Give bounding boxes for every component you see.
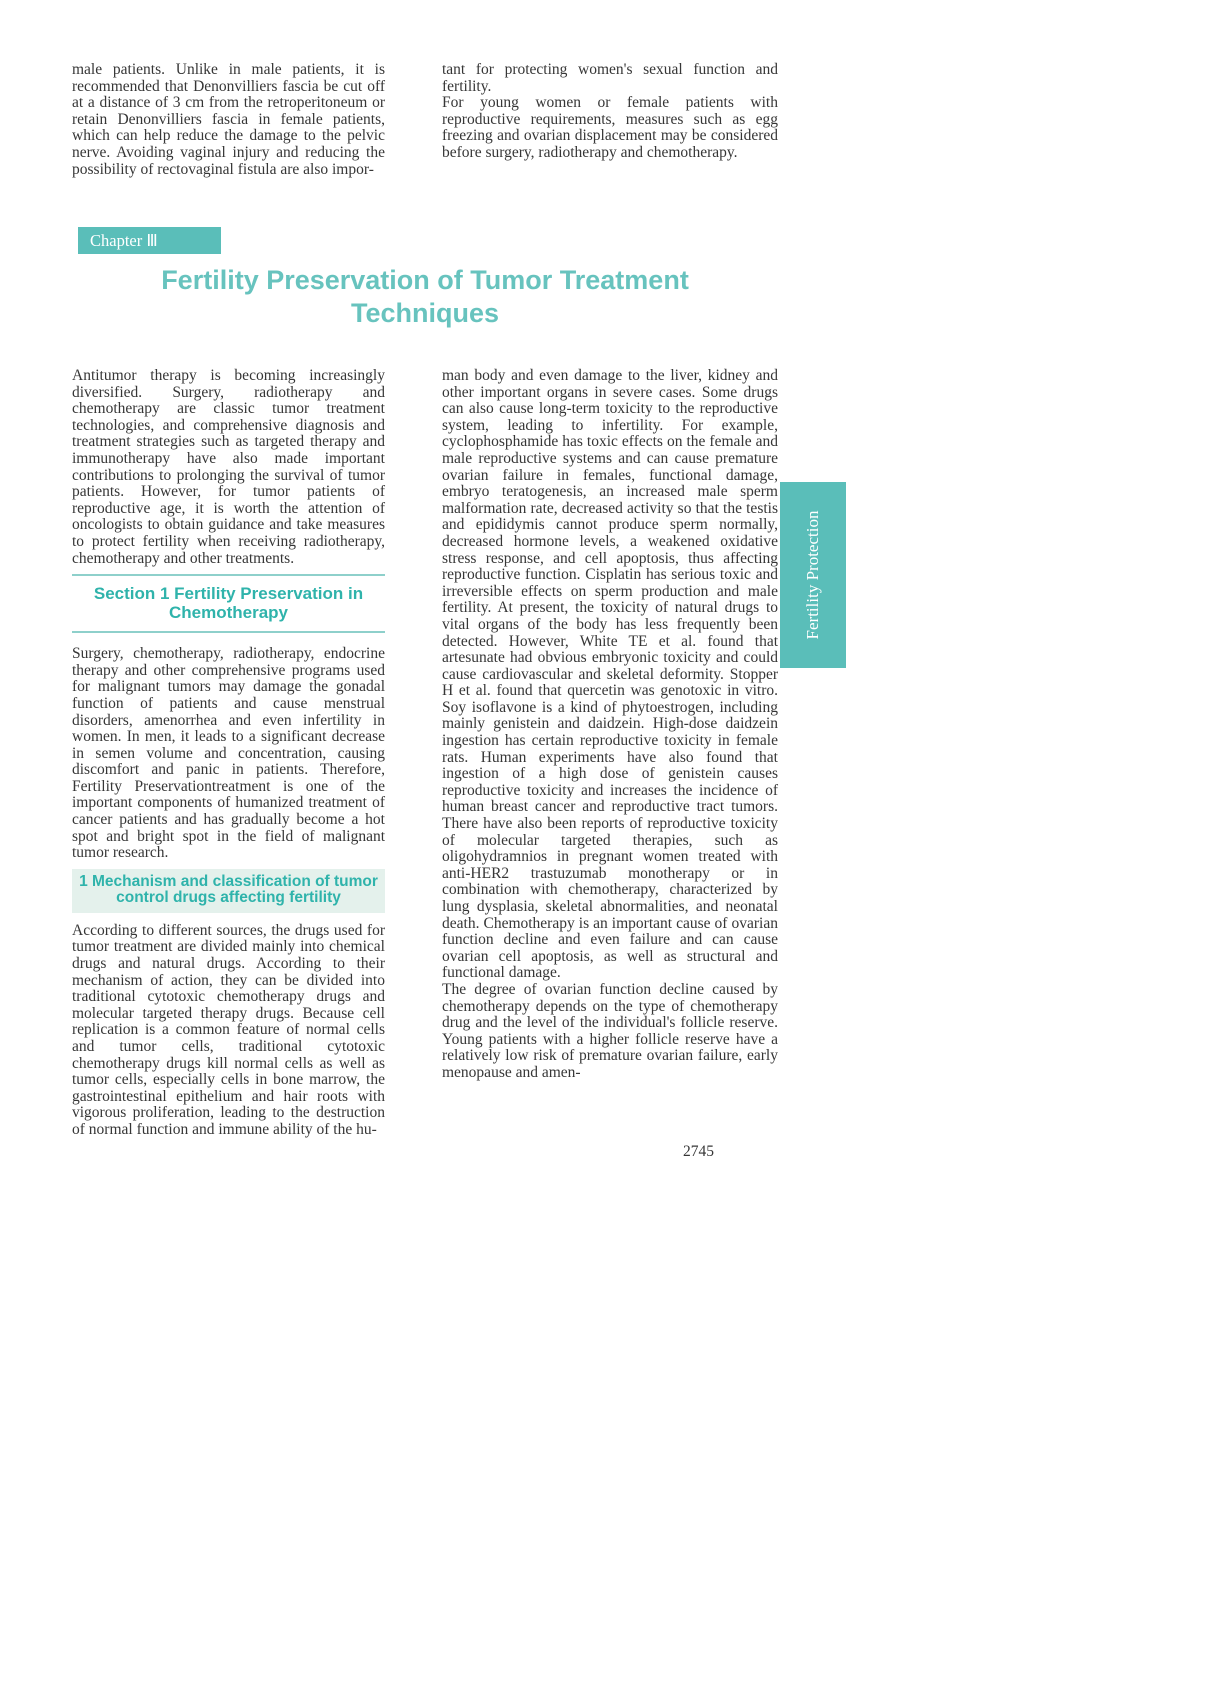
subsection-1-heading xyxy=(74,874,383,907)
page-number: 2745 xyxy=(683,1143,714,1160)
section-1-heading xyxy=(72,584,385,622)
subsection-1-heading-line-2: control drugs affecting fertility xyxy=(116,889,341,907)
section-1-heading-block xyxy=(72,574,385,633)
side-tab xyxy=(780,482,846,668)
section-1-paragraph: Surgery, chemotherapy, radiotherapy, endocrine therapy and other comprehensive programs used for malignant tumors may damage the gonadal function of patients and cause menstrual disorders, amenorrhea and even infertility in women. In men, it leads to a significant decrease in semen volume and concentration, causing discomfort and panic in patients. Therefore, Fertility Preservationtreatment is one of the important components of humanized treatment of cancer patients and has gradually become a hot spot and bright spot in the field of malignant tumor research. xyxy=(72,645,385,862)
chapter-title-line-2: Techniques xyxy=(350,298,500,328)
section-1-heading-line-1: Section 1 Fertility Preservation in xyxy=(93,584,364,604)
chapter-title-line-1: Fertility Preservation of Tumor Treatment xyxy=(161,265,689,295)
section-1-heading-line-2: Chemotherapy xyxy=(168,603,289,623)
chapter-banner-label: Chapter Ⅲ xyxy=(90,231,158,250)
main-left-column xyxy=(72,368,385,1139)
continuation-left-paragraph: male patients. Unlike in male patients, it is recommended that Denonvilliers fascia be cut off at a distance of 3 cm from the retroperitoneum or retain Denonvilliers fascia in female patients, which can help reduce the damage to the pelvic nerve. Avoiding vaginal injury and reducing the possibility of rectovaginal fistula are also impor- xyxy=(72,61,385,178)
subsection-1-right-paragraph-2: The degree of ovarian function decline caused by chemotherapy depends on the type of chemotherapy drug and the level of the individual's follicle reserve. Young patients with a higher follicle reserve have a relatively low risk of premature ovarian failure, early menopause and amen- xyxy=(442,980,778,1081)
continuation-left-column xyxy=(72,62,385,178)
chapter-title xyxy=(72,264,778,330)
main-right-column xyxy=(442,368,778,1082)
continuation-right-paragraph-2: For young women or female patients with reproductive requirements, measures such as egg freezing and ovarian displacement may be considered before surgery, radiotherapy and chemotherapy. xyxy=(442,94,778,161)
subsection-1-left-paragraph: According to different sources, the drugs used for tumor treatment are divided mainly into chemical drugs and natural drugs. According to their mechanism of action, they can be divided into traditional cytotoxic chemotherapy drugs and molecular targeted therapy drugs. Because cell replication is a common feature of normal cells and tumor cells, traditional cytotoxic chemotherapy drugs kill normal cells as well as tumor cells, especially cells in bone marrow, the gastrointestinal epithelium and hair roots with vigorous proliferation, leading to the destruction of normal function and immune ability of the hu- xyxy=(72,921,385,1138)
subsection-1-heading-line-1: 1 Mechanism and classification of tumor xyxy=(79,872,378,890)
subsection-1-heading-block xyxy=(72,869,385,913)
side-tab-label: Fertility Protection xyxy=(803,510,822,640)
chapter-banner xyxy=(78,227,221,254)
continuation-right-paragraph-1: tant for protecting women's sexual function and fertility. xyxy=(442,61,778,95)
subsection-1-right-paragraph-1: man body and even damage to the liver, kidney and other important organs in severe cases. Some drugs can also cause long-term toxicity to the reproductive system, leading to infertility. For example, cyclophosphamide has toxic effects on the female and male reproductive systems and can cause premature ovarian failure in females, functional damage, embryo teratogenesis, an increased male sperm malformation rate, decreased activity so that the testis and epididymis cannot produce sperm normally, decreased hormone levels, a weakened oxidative stress response, and cell apoptosis, thus affecting reproductive function. Cisplatin has serious toxic and irreversible effects on sperm production and male fertility. At present, the toxicity of natural drugs to vital organs of the body has less frequently been detected. However, White TE et al. found that artesunate had obvious embryonic toxicity and could cause cardiovascular and skeletal deformity. Stopper H et al. found that quercetin was genotoxic in vitro. Soy isoflavone is a kind of phytoestrogen, including mainly genistein and daidzein. High-dose daidzein ingestion has certain reproductive toxicity in female rats. Human experiments have also found that ingestion of a high dose of genistein causes reproductive toxicity and increases the incidence of human breast cancer and reproductive tract tumors. There have also been reports of reproductive toxicity of molecular targeted therapies, such as oligohydramnios in pregnant women treated with anti-HER2 trastuzumab monotherapy or in combination with chemotherapy, characterized by lung dysplasia, skeletal abnormalities, and neonatal death. Chemotherapy is an important cause of ovarian function decline and even failure and can cause ovarian cell apoptosis, as well as structural and functional damage. xyxy=(442,367,778,982)
continuation-right-column xyxy=(442,62,778,162)
intro-paragraph: Antitumor therapy is becoming increasingly diversified. Surgery, radiotherapy and chemotherapy are classic tumor treatment technologies, and comprehensive diagnosis and treatment strategies such as targeted therapy and immunotherapy have also made important contributions to prolonging the survival of tumor patients. However, for tumor patients of reproductive age, it is worth the attention of oncologists to obtain guidance and take measures to protect fertility when receiving radiotherapy, chemotherapy and other treatments. xyxy=(72,367,385,567)
